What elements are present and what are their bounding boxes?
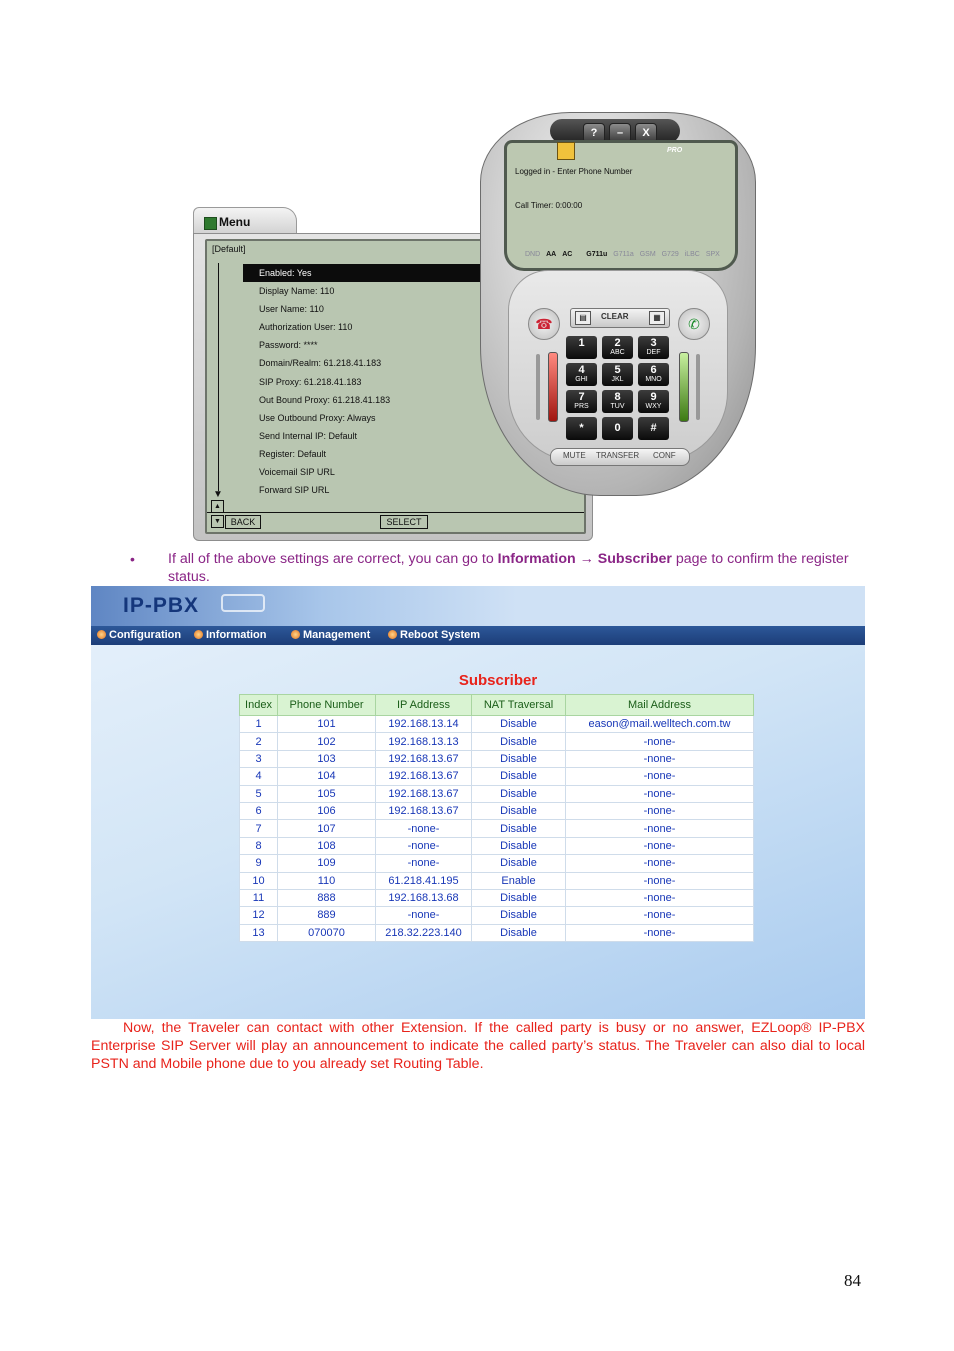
- table-cell: Disable: [472, 924, 566, 941]
- table-cell: -none-: [376, 855, 472, 872]
- table-cell: Disable: [472, 855, 566, 872]
- dial-digit: 3: [650, 337, 657, 349]
- table-row: [240, 855, 754, 872]
- table-cell: 61.218.41.195: [376, 872, 472, 889]
- table-row: [240, 785, 754, 802]
- phone-hangup-icon: ☎: [535, 316, 553, 332]
- table-cell: 3: [240, 750, 278, 767]
- table-cell: 2: [240, 733, 278, 750]
- table-cell: 889: [278, 907, 376, 924]
- dial-digit: 7: [578, 391, 585, 403]
- function-bar: [550, 448, 690, 466]
- codec-indicator: G711u: [586, 251, 608, 258]
- table-cell: 101: [278, 716, 376, 733]
- dial-letters: MNO: [645, 376, 662, 383]
- table-cell: 11: [240, 889, 278, 906]
- transfer-button[interactable]: TRANSFER: [596, 451, 640, 460]
- column-header: IP Address: [376, 695, 472, 716]
- table-row: [240, 733, 754, 750]
- table-header-row: [240, 695, 754, 716]
- table-row: [240, 820, 754, 837]
- call-button[interactable]: [678, 308, 710, 340]
- edition-label: PRO: [667, 147, 683, 154]
- column-header: Index: [240, 695, 278, 716]
- table-cell: Disable: [472, 837, 566, 854]
- call-timer: Call Timer: 0:00:00: [515, 201, 583, 210]
- table-cell: 192.168.13.68: [376, 889, 472, 906]
- pbx-header: [91, 586, 865, 626]
- codec-indicator: AC: [562, 251, 573, 258]
- table-row: [240, 750, 754, 767]
- table-cell: -none-: [376, 907, 472, 924]
- dial-key[interactable]: [638, 417, 669, 440]
- dial-digit: #: [650, 422, 657, 434]
- table-cell: 108: [278, 837, 376, 854]
- table-cell: eason@mail.welltech.com.tw: [566, 716, 754, 733]
- table-cell: Disable: [472, 889, 566, 906]
- table-cell: -none-: [376, 837, 472, 854]
- bullet-bold-information: Information: [497, 551, 576, 567]
- page-title: Subscriber: [458, 672, 538, 689]
- table-cell: 1: [240, 716, 278, 733]
- nav-bullet-icon: [97, 630, 106, 639]
- codec-indicator: G729: [661, 251, 679, 258]
- column-header: NAT Traversal: [472, 695, 566, 716]
- nav-bullet-icon: [388, 630, 397, 639]
- speaker-level-meter: [679, 352, 689, 422]
- table-cell: 110: [278, 872, 376, 889]
- dial-digit: 2: [614, 337, 621, 349]
- dial-key[interactable]: [566, 363, 597, 386]
- table-row: [240, 872, 754, 889]
- table-row: [240, 924, 754, 941]
- dial-key[interactable]: [566, 417, 597, 440]
- arrow-down-icon: ▼: [213, 489, 223, 500]
- table-cell: -none-: [566, 837, 754, 854]
- dial-digit: 9: [650, 391, 657, 403]
- phone-call-icon: ✆: [688, 316, 700, 332]
- phone-lcd-screen: [504, 140, 738, 271]
- menu-item[interactable]: User Name: 110: [259, 304, 324, 315]
- close-button[interactable]: X: [635, 123, 657, 143]
- table-cell: -none-: [566, 907, 754, 924]
- dial-letters: PRS: [574, 403, 589, 410]
- bullet-text-part: If all of the above settings are correct, you can go to: [168, 551, 498, 567]
- dial-key[interactable]: [602, 390, 633, 413]
- table-cell: -none-: [566, 855, 754, 872]
- pbx-nav-bar: [91, 626, 865, 645]
- dial-digit: 0: [614, 422, 621, 434]
- scroll-down-button[interactable]: ▼: [211, 515, 224, 528]
- table-cell: 104: [278, 768, 376, 785]
- speaker-volume-slider[interactable]: [696, 354, 700, 420]
- table-cell: -none-: [566, 820, 754, 837]
- table-row: [240, 889, 754, 906]
- dial-key[interactable]: [638, 390, 669, 413]
- table-cell: 102: [278, 733, 376, 750]
- phone-status-text: Logged in - Enter Phone Number: [515, 167, 633, 176]
- codec-indicator: iLBC: [684, 251, 700, 258]
- bullet-bold-subscriber: Subscriber: [597, 551, 672, 567]
- menu-item[interactable]: Enabled: Yes: [243, 264, 583, 282]
- logo-decoration: [221, 594, 265, 612]
- dial-letters: DEF: [646, 349, 661, 356]
- menu-path: [Default]: [212, 244, 246, 254]
- codec-indicator: DND: [525, 251, 541, 258]
- nav-configuration[interactable]: [97, 629, 181, 641]
- table-cell: 103: [278, 750, 376, 767]
- subscriber-table: [239, 694, 754, 942]
- table-cell: Disable: [472, 750, 566, 767]
- app-logo-icon: [557, 142, 575, 160]
- table-cell: 192.168.13.67: [376, 802, 472, 819]
- menu-item[interactable]: Display Name: 110: [259, 286, 335, 297]
- dial-key[interactable]: [638, 336, 669, 359]
- table-cell: -none-: [566, 768, 754, 785]
- table-cell: -none-: [566, 924, 754, 941]
- dial-letters: WXY: [645, 403, 662, 410]
- menu-item[interactable]: Authorization User: 110: [259, 322, 353, 333]
- table-cell: 7: [240, 820, 278, 837]
- menu-item[interactable]: SIP Proxy: 61.218.41.183: [259, 376, 362, 387]
- mute-button[interactable]: MUTE: [563, 451, 586, 460]
- codec-indicators: [525, 251, 724, 258]
- dial-digit: 1: [578, 337, 585, 349]
- table-cell: Disable: [472, 907, 566, 924]
- page-number: 84: [844, 1271, 861, 1290]
- table-cell: 10: [240, 872, 278, 889]
- codec-indicator: GSM: [639, 251, 656, 258]
- table-cell: 106: [278, 802, 376, 819]
- select-button[interactable]: SELECT: [380, 515, 428, 529]
- table-cell: Disable: [472, 820, 566, 837]
- column-header: Phone Number: [278, 695, 376, 716]
- softphone: [478, 112, 756, 495]
- clear-bar: [570, 308, 670, 328]
- table-cell: 218.32.223.140: [376, 924, 472, 941]
- clear-button[interactable]: CLEAR: [601, 312, 629, 321]
- table-cell: 12: [240, 907, 278, 924]
- nav-label: Configuration: [109, 629, 182, 641]
- history-icon[interactable]: ▦: [649, 311, 665, 325]
- body-paragraph: Now, the Traveler can contact with other Extension. If the called party is busy or no answer, EZLoop® IP-PBX Enterprise SIP Server will play an announcement to indicate the called party’s status. The Traveler can also dial to local PSTN and Mobile phone due to you already set Routing Table.: [91, 1020, 865, 1072]
- table-cell: 107: [278, 820, 376, 837]
- menu-item[interactable]: Voicemail SIP URL: [259, 467, 335, 478]
- table-cell: 192.168.13.67: [376, 768, 472, 785]
- codec-indicator: AA: [546, 251, 557, 258]
- table-cell: 888: [278, 889, 376, 906]
- menu-item[interactable]: Out Bound Proxy: 61.218.41.183: [259, 394, 391, 405]
- table-cell: 9: [240, 855, 278, 872]
- table-cell: 13: [240, 924, 278, 941]
- back-button[interactable]: BACK: [225, 515, 261, 529]
- menu-item[interactable]: Password: ****: [259, 340, 318, 351]
- conference-button[interactable]: CONF: [653, 451, 676, 460]
- nav-bullet-icon: [194, 630, 203, 639]
- table-cell: Disable: [472, 802, 566, 819]
- nav-reboot-system[interactable]: [388, 629, 480, 641]
- menu-item[interactable]: Send Internal IP: Default: [259, 430, 358, 441]
- table-row: [240, 716, 754, 733]
- codec-indicator: SPX: [705, 251, 720, 258]
- table-cell: -none-: [566, 733, 754, 750]
- table-cell: 192.168.13.67: [376, 750, 472, 767]
- menu-scroll-track: [218, 263, 219, 491]
- menu-item[interactable]: Use Outbound Proxy: Always: [259, 412, 376, 423]
- table-cell: -none-: [566, 872, 754, 889]
- dial-digit: 5: [614, 364, 621, 376]
- hangup-button[interactable]: [528, 308, 560, 340]
- codec-indicator: G711a: [613, 251, 634, 258]
- table-cell: -none-: [566, 750, 754, 767]
- bullet-marker: •: [130, 551, 135, 567]
- dial-key[interactable]: [566, 390, 597, 413]
- table-cell: 6: [240, 802, 278, 819]
- ip-pbx-web-console: [91, 586, 865, 1019]
- table-cell: -none-: [566, 785, 754, 802]
- menu-item[interactable]: Domain/Realm: 61.218.41.183: [259, 358, 382, 369]
- menu-tab: [193, 207, 297, 236]
- nav-management[interactable]: [291, 629, 370, 641]
- table-cell: 105: [278, 785, 376, 802]
- dial-digit: 8: [614, 391, 621, 403]
- table-cell: Disable: [472, 716, 566, 733]
- table-cell: 5: [240, 785, 278, 802]
- table-cell: 192.168.13.14: [376, 716, 472, 733]
- menu-app-icon: [204, 217, 217, 230]
- bullet-paragraph: [168, 550, 858, 586]
- menu-title: Menu: [219, 215, 251, 229]
- menu-item[interactable]: Forward SIP URL: [259, 485, 330, 496]
- mic-level-meter: [548, 352, 558, 422]
- dial-key[interactable]: [602, 363, 633, 386]
- table-cell: 192.168.13.67: [376, 785, 472, 802]
- dial-key[interactable]: [602, 417, 633, 440]
- menu-item[interactable]: Register: Default: [259, 448, 327, 459]
- table-cell: Enable: [472, 872, 566, 889]
- dial-digit: 6: [650, 364, 657, 376]
- table-cell: -none-: [566, 802, 754, 819]
- pbx-logo: IP-PBX: [123, 594, 200, 617]
- table-cell: -none-: [566, 889, 754, 906]
- nav-label: Management: [303, 629, 371, 641]
- table-cell: 192.168.13.13: [376, 733, 472, 750]
- table-row: [240, 837, 754, 854]
- bullet-text-part: page to confirm the register status.: [168, 551, 849, 585]
- dial-letters: GHI: [575, 376, 588, 383]
- nav-label: Reboot System: [400, 629, 481, 641]
- table-cell: 070070: [278, 924, 376, 941]
- table-cell: Disable: [472, 733, 566, 750]
- table-cell: 4: [240, 768, 278, 785]
- dial-key[interactable]: [602, 336, 633, 359]
- nav-information[interactable]: [194, 629, 267, 641]
- dial-key[interactable]: [566, 336, 597, 359]
- table-row: [240, 907, 754, 924]
- table-row: [240, 802, 754, 819]
- mic-volume-slider[interactable]: [536, 354, 540, 420]
- help-button[interactable]: ?: [583, 123, 605, 143]
- phonebook-icon[interactable]: ▤: [575, 311, 591, 325]
- scroll-up-button[interactable]: ▲: [211, 500, 224, 513]
- dial-digit: 4: [578, 364, 585, 376]
- dial-letters: ABC: [610, 349, 625, 356]
- table-row: [240, 768, 754, 785]
- table-cell: Disable: [472, 768, 566, 785]
- nav-label: Information: [206, 629, 267, 641]
- table-cell: 109: [278, 855, 376, 872]
- nav-bullet-icon: [291, 630, 300, 639]
- dial-key[interactable]: [638, 363, 669, 386]
- arrow-right-icon: →: [579, 551, 594, 567]
- dial-letters: TUV: [610, 403, 625, 410]
- column-header: Mail Address: [566, 695, 754, 716]
- dial-letters: JKL: [611, 376, 624, 383]
- menu-divider: [207, 512, 584, 513]
- dial-digit: *: [579, 422, 584, 434]
- subscriber-table-body: [240, 716, 754, 942]
- table-cell: 8: [240, 837, 278, 854]
- table-cell: -none-: [376, 820, 472, 837]
- minimize-button[interactable]: –: [609, 123, 631, 143]
- table-cell: Disable: [472, 785, 566, 802]
